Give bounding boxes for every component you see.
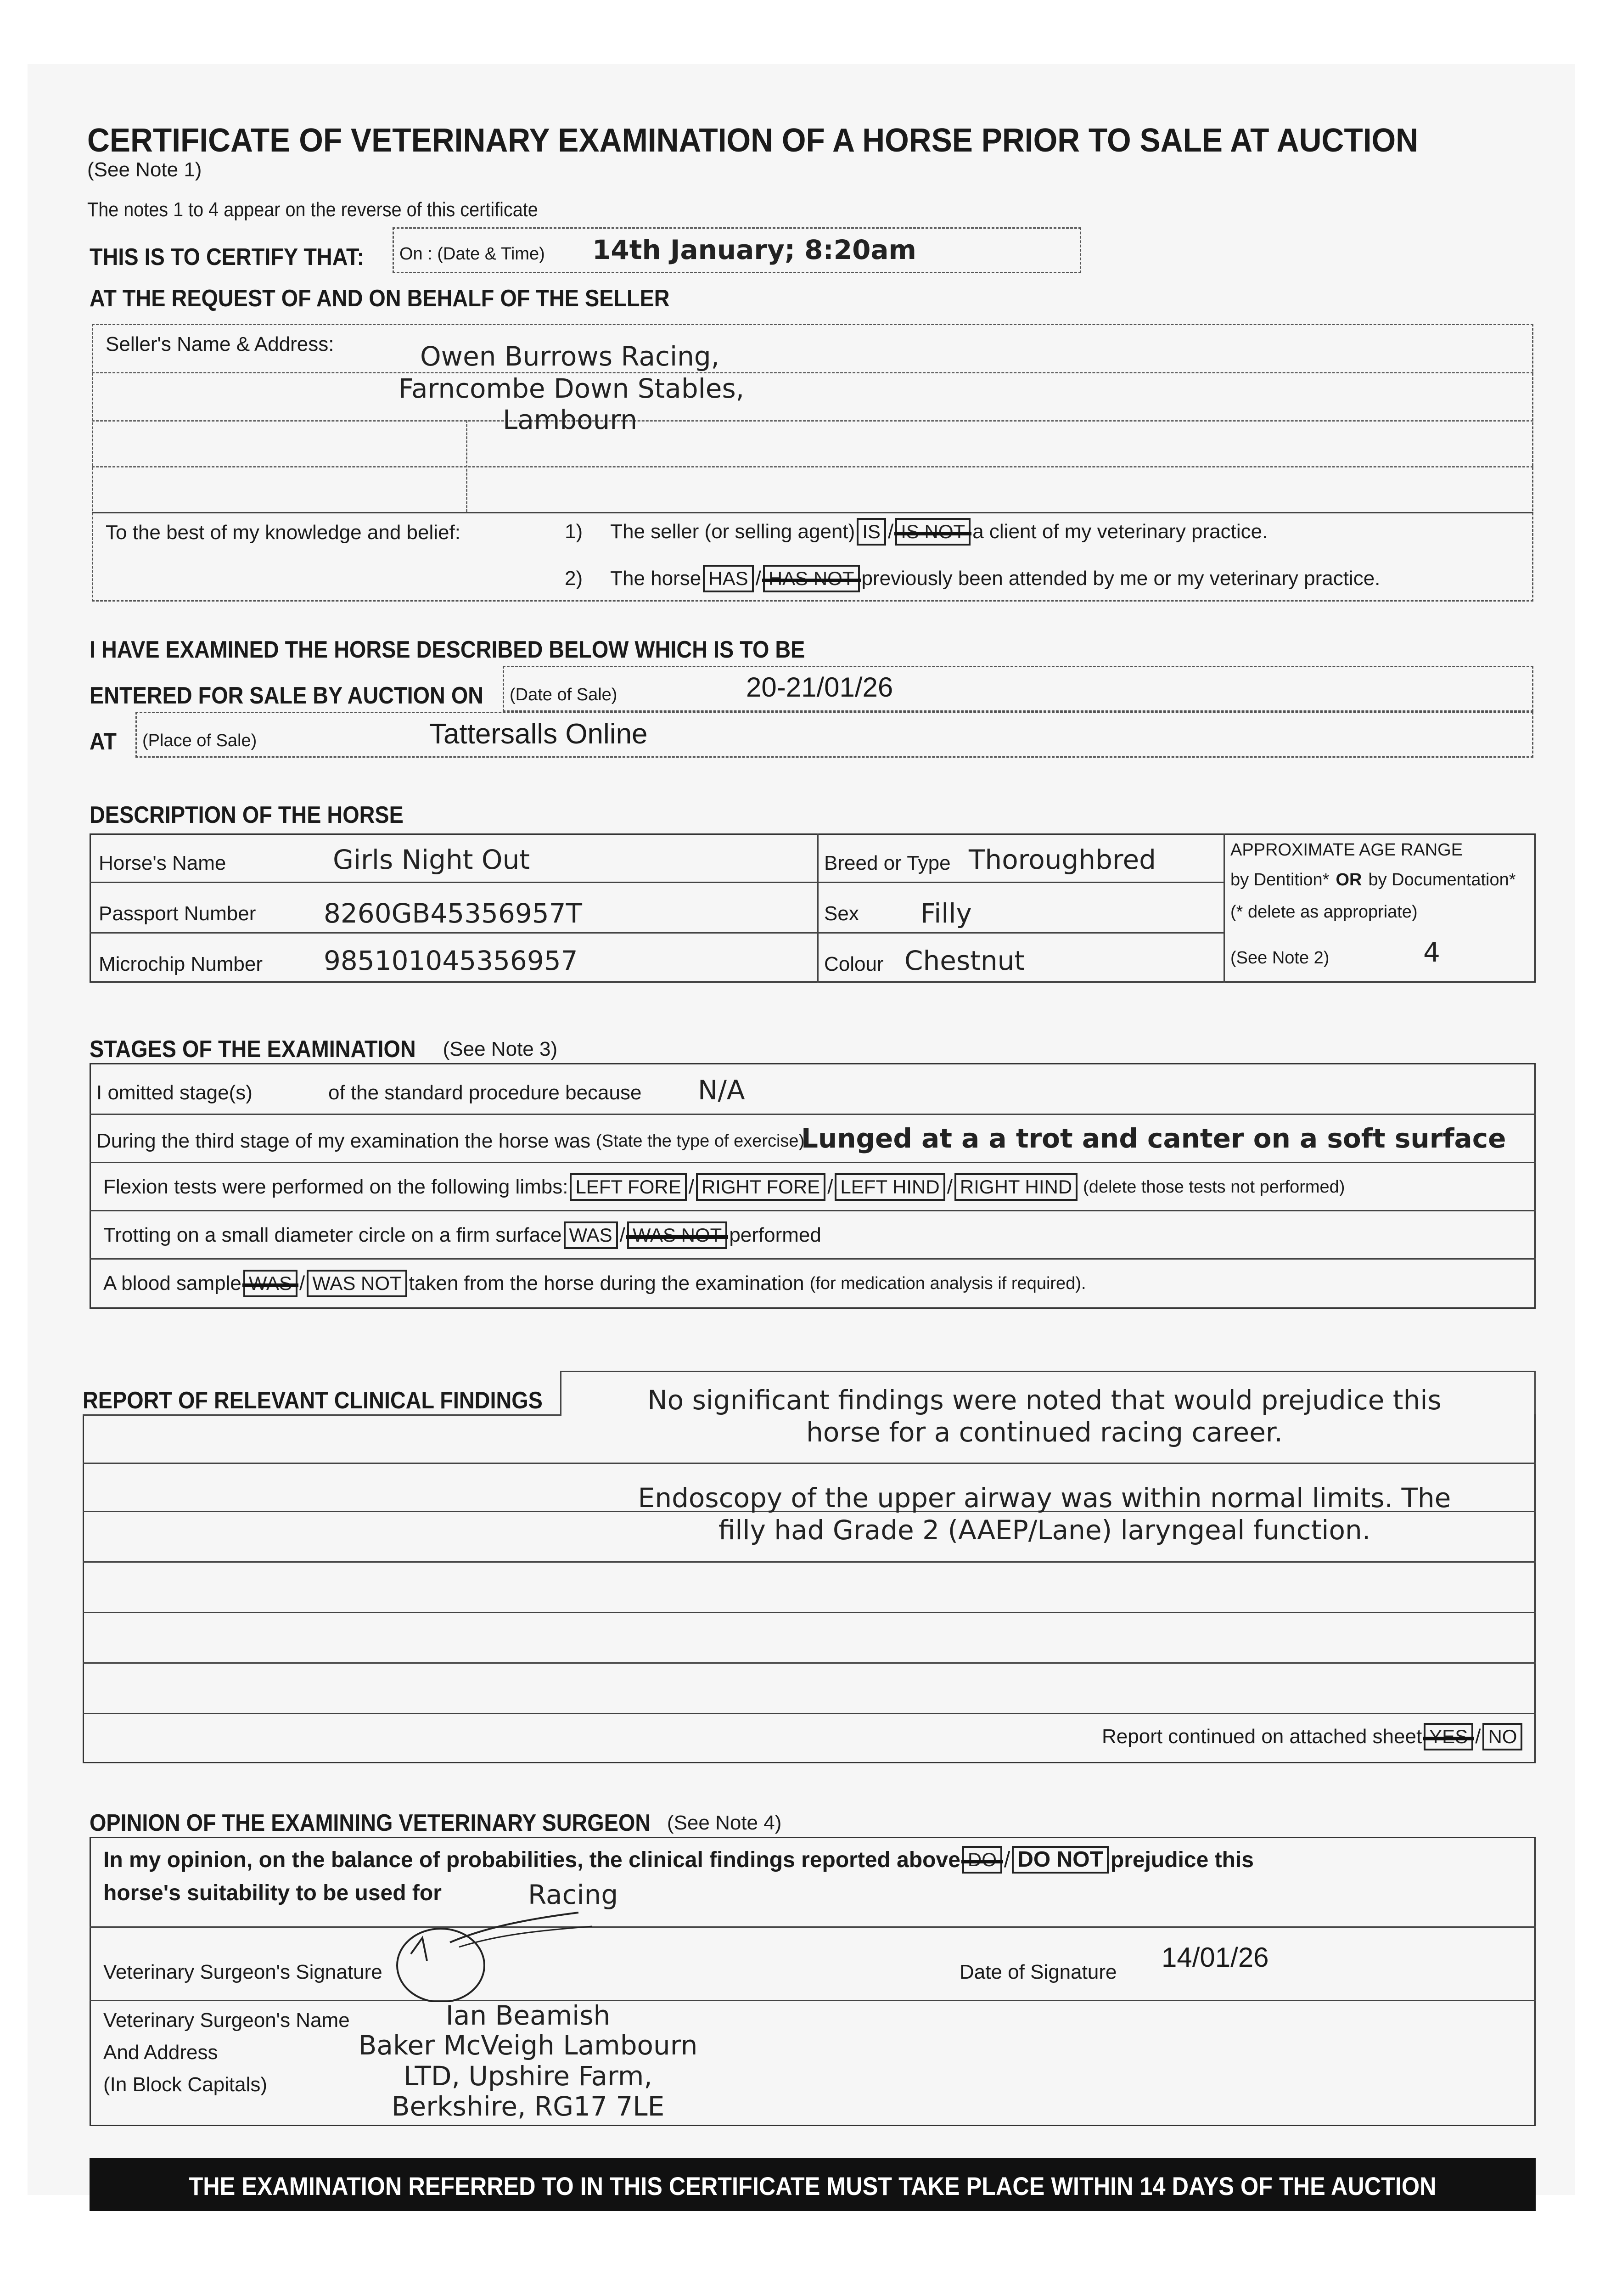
report-line-2[interactable]: horse for a continued racing career. (806, 1417, 1283, 1448)
certify-label: THIS IS TO CERTIFY THAT: (90, 244, 365, 270)
opinion-do-option[interactable]: DO (962, 1846, 1002, 1874)
passport-value[interactable]: 8260GB45356957T (324, 898, 582, 929)
knowledge-item-2: 2) The horse HAS / HAS NOT previously been attended by me or my veterinary practice. (565, 565, 1380, 592)
sex-value[interactable]: Filly (920, 898, 972, 929)
breed-value[interactable]: Thoroughbred (969, 844, 1156, 875)
sale-place-label: (Place of Sale) (142, 731, 257, 750)
flexion-right-fore[interactable]: RIGHT FORE (696, 1173, 825, 1201)
is-client-option[interactable]: IS (857, 518, 886, 546)
omitted-reason-value[interactable]: N/A (698, 1075, 745, 1106)
vet-address-line-3[interactable]: Berkshire, RG17 7LE (391, 2091, 665, 2122)
opinion-do-not-option[interactable]: DO NOT (1012, 1846, 1109, 1874)
vet-name-value[interactable]: Ian Beamish (445, 2000, 611, 2031)
third-stage-label: During the third stage of my examination the horse was (State the type of exercise) (96, 1130, 805, 1152)
vet-address-label: And Address (103, 2041, 218, 2064)
microchip-value[interactable]: 985101045356957 (324, 945, 578, 976)
opinion-purpose-value[interactable]: Racing (528, 1879, 618, 1910)
exam-date-value[interactable]: 14th January; 8:20am (592, 234, 916, 265)
footer-banner-text: THE EXAMINATION REFERRED TO IN THIS CERTIFICATE MUST TAKE PLACE WITHIN 14 DAYS OF THE AUCTION (189, 2172, 1437, 2200)
is-not-client-option[interactable]: IS NOT (895, 518, 971, 546)
vet-name-label: Veterinary Surgeon's Name (103, 2009, 350, 2032)
see-note-1: (See Note 1) (87, 158, 202, 181)
opinion-heading: OPINION OF THE EXAMINING VETERINARY SURGEON (See Note 4) (90, 1810, 782, 1836)
third-stage-value[interactable]: Lunged at a a trot and canter on a soft surface (801, 1123, 1506, 1154)
report-heading: REPORT OF RELEVANT CLINICAL FINDINGS (83, 1387, 543, 1414)
seller-box (92, 324, 1533, 602)
passport-label: Passport Number (99, 902, 256, 925)
signature-label: Veterinary Surgeon's Signature (103, 1961, 382, 1983)
report-line-4[interactable]: filly had Grade 2 (AAEP/Lane) laryngeal function. (718, 1514, 1371, 1546)
at-label: AT (90, 728, 117, 755)
vet-address-line-1[interactable]: Baker McVeigh Lambourn (358, 2030, 698, 2061)
has-attended-option[interactable]: HAS (703, 565, 753, 592)
opinion-suitability-label: horse's suitability to be used for (103, 1881, 442, 1905)
certificate-title: CERTIFICATE OF VETERINARY EXAMINATION OF A HORSE PRIOR TO SALE AT AUCTION (87, 122, 1419, 159)
sale-place-value[interactable]: Tattersalls Online (429, 718, 648, 750)
stages-heading: STAGES OF THE EXAMINATION (See Note 3) (90, 1036, 558, 1063)
seller-line-1[interactable]: Owen Burrows Racing, (420, 341, 720, 372)
report-continued-no[interactable]: NO (1482, 1723, 1522, 1750)
omitted-stages-label: I omitted stage(s) (96, 1081, 253, 1104)
knowledge-item-1: 1) The seller (or selling agent) IS / IS NOT a client of my veterinary practice. (565, 518, 1268, 546)
signature-date-value[interactable]: 14/01/26 (1162, 1942, 1269, 1973)
blood-sample-row: A blood sample WAS / WAS NOT taken from the horse during the examination (for medication analysis if required). (103, 1270, 1086, 1297)
report-continued-yes[interactable]: YES (1424, 1723, 1473, 1750)
trotting-was-not-option[interactable]: WAS NOT (627, 1221, 727, 1249)
examined-heading: I HAVE EXAMINED THE HORSE DESCRIBED BELOW WHICH IS TO BE (90, 636, 805, 663)
trotting-was-option[interactable]: WAS (564, 1221, 618, 1249)
horse-name-label: Horse's Name (99, 852, 226, 874)
horse-name-value[interactable]: Girls Night Out (333, 844, 530, 875)
age-range-heading: APPROXIMATE AGE RANGE (1230, 840, 1463, 860)
signature-date-label: Date of Signature (960, 1961, 1117, 1983)
flexion-left-hind[interactable]: LEFT HIND (835, 1173, 945, 1201)
opinion-statement: In my opinion, on the balance of probabilities, the clinical findings reported above DO / DO NOT prejudice this (103, 1846, 1254, 1874)
trotting-row: Trotting on a small diameter circle on a firm surface WAS / WAS NOT performed (103, 1221, 821, 1249)
description-heading: DESCRIPTION OF THE HORSE (90, 802, 404, 828)
report-line-1[interactable]: No significant findings were noted that would prejudice this (647, 1384, 1442, 1416)
colour-value[interactable]: Chestnut (904, 945, 1025, 976)
exam-date-label: On : (Date & Time) (399, 244, 545, 264)
blood-was-option[interactable]: WAS (243, 1270, 297, 1297)
flexion-left-fore[interactable]: LEFT FORE (570, 1173, 686, 1201)
seller-line-2[interactable]: Farncombe Down Stables, (398, 373, 745, 404)
report-table (83, 1414, 1536, 1763)
seller-line-3[interactable]: Lambourn (503, 404, 638, 435)
knowledge-label: To the best of my knowledge and belief: (106, 521, 460, 544)
breed-label: Breed or Type (824, 852, 951, 874)
notes-reverse-text: The notes 1 to 4 appear on the reverse of this certificate (87, 198, 538, 221)
sale-date-box (503, 666, 1533, 712)
blood-was-not-option[interactable]: WAS NOT (307, 1270, 407, 1297)
sex-label: Sex (824, 902, 859, 925)
omitted-because-label: of the standard procedure because (328, 1081, 642, 1104)
vet-signature-image (376, 1910, 597, 2002)
sale-place-box (135, 712, 1533, 758)
flexion-tests-row: Flexion tests were performed on the following limbs: LEFT FORE / RIGHT FORE / LEFT HIND / RIGHT HIND (delete those tests not performed) (103, 1173, 1345, 1201)
age-delete-note: (* delete as appropriate) (1230, 902, 1418, 922)
seller-label: Seller's Name & Address: (106, 333, 334, 355)
sale-date-value[interactable]: 20-21/01/26 (746, 672, 893, 703)
entered-for-sale-label: ENTERED FOR SALE BY AUCTION ON (90, 682, 484, 709)
colour-label: Colour (824, 953, 884, 975)
age-see-note: (See Note 2) (1230, 948, 1330, 968)
block-capitals-note: (In Block Capitals) (103, 2073, 268, 2096)
age-range-method: by Dentition* OR by Documentation* (1230, 870, 1516, 889)
report-continued-row: Report continued on attached sheet YES / NO (1102, 1723, 1524, 1750)
microchip-label: Microchip Number (99, 953, 263, 975)
has-not-attended-option[interactable]: HAS NOT (763, 565, 860, 592)
vet-address-line-2[interactable]: LTD, Upshire Farm, (404, 2060, 652, 2092)
seller-request-heading: AT THE REQUEST OF AND ON BEHALF OF THE SELLER (90, 285, 670, 312)
age-value[interactable]: 4 (1423, 937, 1440, 968)
flexion-right-hind[interactable]: RIGHT HIND (954, 1173, 1078, 1201)
sale-date-label: (Date of Sale) (510, 685, 617, 704)
report-line-3[interactable]: Endoscopy of the upper airway was within normal limits. The (638, 1482, 1451, 1514)
